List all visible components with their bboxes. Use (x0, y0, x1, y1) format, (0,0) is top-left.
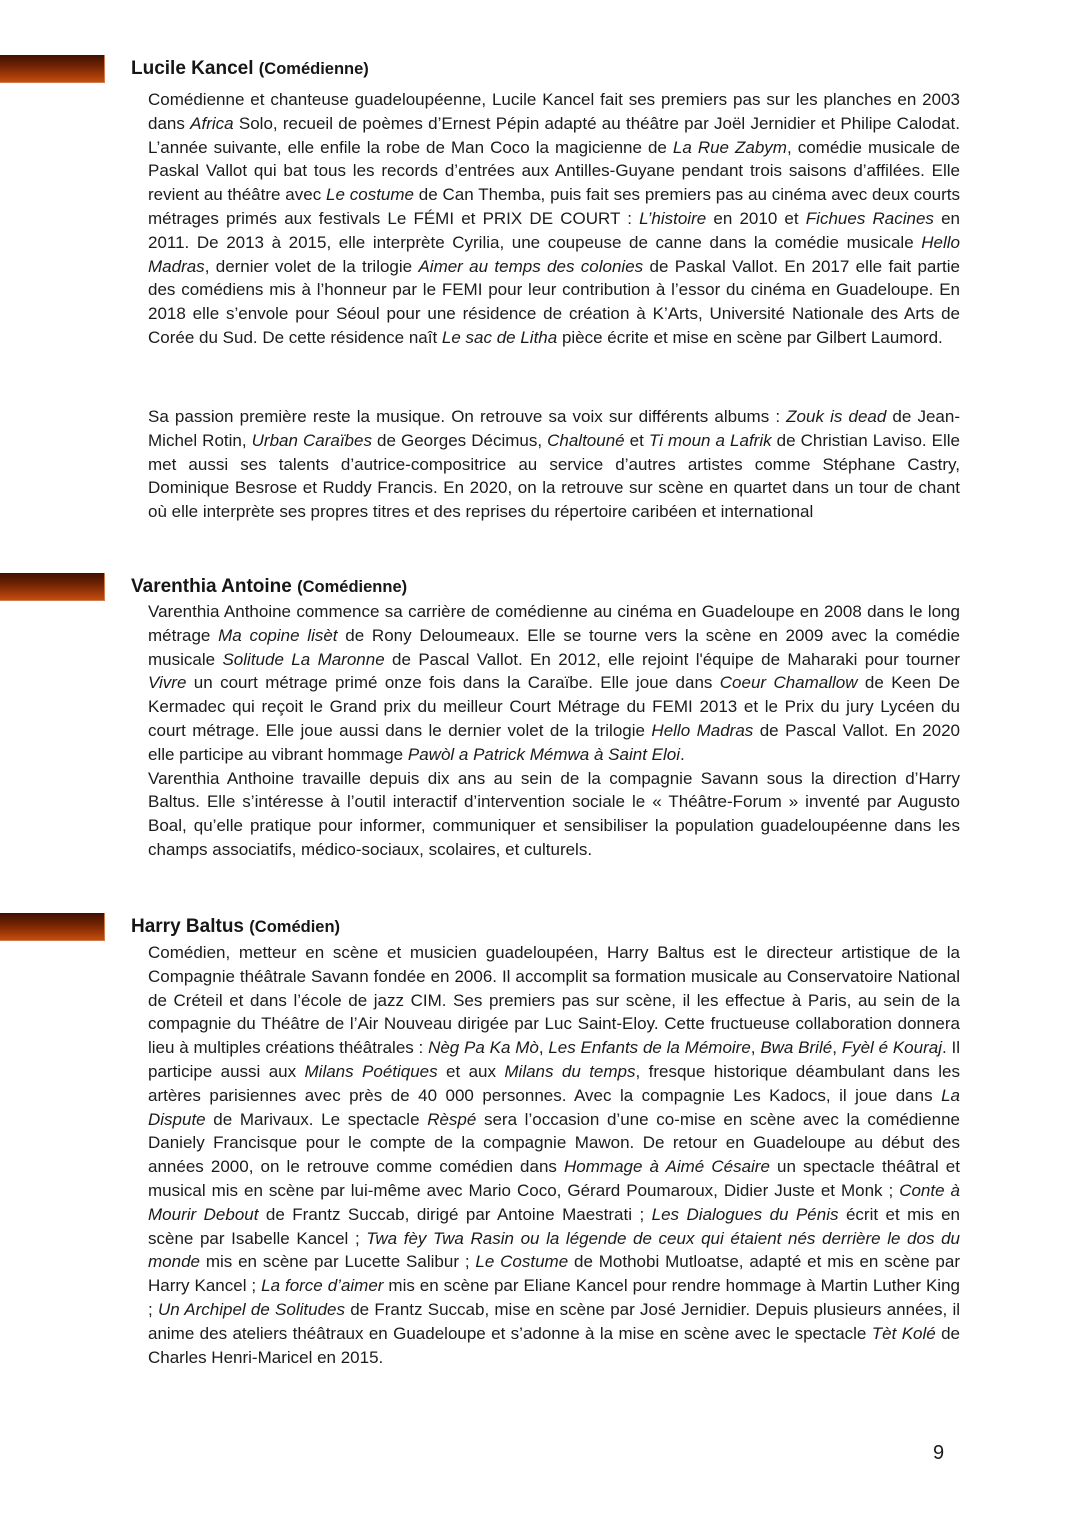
accent-bar (0, 55, 105, 83)
heading-name: Varenthia Antoine (131, 576, 292, 597)
bio-paragraph: Sa passion première reste la musique. On retrouve sa voix sur différents albums : Zouk is dead de Jean- Michel Rotin, Urban Caraïbes de Georges Décimus, Chaltouné et Ti moun a Lafrik de Christian Laviso. Elle met aussi ses talents d’autrice-compositrice au service d’autres artistes comme Stéphane Castry, Dominique Besrose et Ruddy Francis. En 2020, on la retrouve sur scène en quartet dans un tour de chant où elle interprète ses propres titres et des reprises du répertoire caribéen et international (148, 407, 961, 522)
section-heading (131, 55, 369, 83)
section-heading (131, 573, 407, 601)
heading-role: (Comédien) (249, 918, 341, 936)
bio-paragraph-group (148, 600, 960, 862)
bio-paragraph: Comédienne et chanteuse guadeloupéenne, Lucile Kancel fait ses premiers pas sur les planches en 2003 dans Africa Solo, recueil de poèmes d’Ernest Pépin adapté au théâtre par Joël Jernidier et Philipe Calodat. L’année suivante, elle enfile la robe de Man Coco la magicienne de La Rue Zabym, comédie musicale de Paskal Vallot qui bat tous les records d’entrées aux Antilles-Guyane pendant trois saisons d’affilées. Elle revient au théâtre avec Le costume de Can Themba, puis fait ses premiers pas au cinéma avec deux courts métrages primés aux festivals Le FÉMI et PRIX DE COURT : L’histoire en 2010 et Fichues Racines en 2011. De 2013 à 2015, elle interprète Cyrilia, une coupeuse de canne dans la comédie musicale Hello Madras, dernier volet de la trilogie Aimer au temps des colonies de Paskal Vallot. En 2017 elle fait partie des comédiens mis à l’honneur par le FEMI pour leur contribution à l’essor du cinéma en Guadeloupe. En 2018 elle s’envole pour Séoul pour une résidence de création à K’Arts, Université Nationale des Arts de Corée du Sud. De cette résidence naît Le sac de Litha pièce écrite et mise en scène par Gilbert Laumord. (148, 90, 961, 347)
accent-bar (0, 913, 105, 941)
bio-paragraph: Varenthia Anthoine travaille depuis dix ans au sein de la compagnie Savann sous la direction d’Harry Baltus. Elle s’intéresse à l’outil interactif d’intervention sociale le « Théâtre-Forum » inventé par Augusto Boal, qu’elle pratique pour informer, communiquer et sensibiliser la population guadeloupéenne dans les champs associatifs, médico-sociaux, scolaires, et culturels. (148, 768, 960, 859)
heading-role: (Comédienne) (297, 578, 408, 596)
section-heading (131, 913, 340, 941)
bio-paragraph: Comédien, metteur en scène et musicien guadeloupéen, Harry Baltus est le directeur artistique de la Compagnie théâtrale Savann fondée en 2006. Il accomplit sa formation musicale au Conservatoire National de Créteil et dans l’école de jazz CIM. Ses premiers pas sur scène, il les effectue à Paris, au sein de la compagnie du Théâtre de l’Air Nouveau dirigée par Luc Saint-Eloy. Cette fructueuse collaboration donnera lieu à multiples créations théâtrales : Nèg Pa Ka Mò, Les Enfants de la Mémoire, Bwa Brilé, Fyèl é Kouraj. Il participe aussi aux Milans Poétiques et aux Milans du temps, fresque historique déambulant dans les artères parisiennes avec près de 40 000 personnes. Avec la compagnie Les Kadocs, il joue dans La Dispute de Marivaux. Le spectacle Rèspé sera l’occasion d’une co-mise en scène avec la comédienne Daniely Francisque pour le compte de la compagnie Mawon. De retour en Guadeloupe au début des années 2000, on le retrouve comme comédien dans Hommage à Aimé Césaire un spectacle théâtral et musical mis en scène par lui-même avec Mario Coco, Gérard Poumaroux, Didier Juste et Monk ; Conte à Mourir Debout de Frantz Succab, dirigé par Antoine Maestrati ; Les Dialogues du Pénis écrit et mis en scène par Isabelle Kancel ; Twa fèy Twa Rasin ou la légende de ceux qui étaient nés derrière le dos du monde mis en scène par Lucette Salibur ; Le Costume de Mothobi Mutloatse, adapté et mis en scène par Harry Kancel ; La force d’aimer mis en scène par Eliane Kancel pour rendre hommage à Martin Luther King ; Un Archipel de Solitudes de Frantz Succab, mise en scène par José Jernidier. Depuis plusieurs années, il anime des ateliers théâtraux en Guadeloupe et s’adonne à la mise en scène avec le spectacle Tèt Kolé de Charles Henri-Maricel en 2015. (148, 943, 960, 1367)
page-number: 9 (933, 1442, 945, 1464)
accent-bar (0, 573, 105, 601)
bio-paragraph: Varenthia Anthoine commence sa carrière de comédienne au cinéma en Guadeloupe en 2008 dans le long métrage Ma copine lisèt de Rony Deloumeaux. Elle se tourne vers la scène en 2009 avec la comédie musicale Solitude La Maronne de Pascal Vallot. En 2012, elle rejoint l'équipe de Maharaki pour tourner Vivre un court métrage primé onze fois dans la Caraïbe. Elle joue dans Coeur Chamallow de Keen De Kermadec qui reçoit le Grand prix du meilleur Court Métrage du FEMI 2013 et le Prix du jury Lycéen du court métrage. Elle joue aussi dans le dernier volet de la trilogie Hello Madras de Pascal Vallot. En 2020 elle participe au vibrant hommage Pawòl a Patrick Mémwa à Saint Eloi. (148, 602, 961, 764)
heading-name: Harry Baltus (131, 916, 244, 937)
heading-role: (Comédienne) (258, 60, 369, 78)
heading-name: Lucile Kancel (131, 58, 254, 79)
